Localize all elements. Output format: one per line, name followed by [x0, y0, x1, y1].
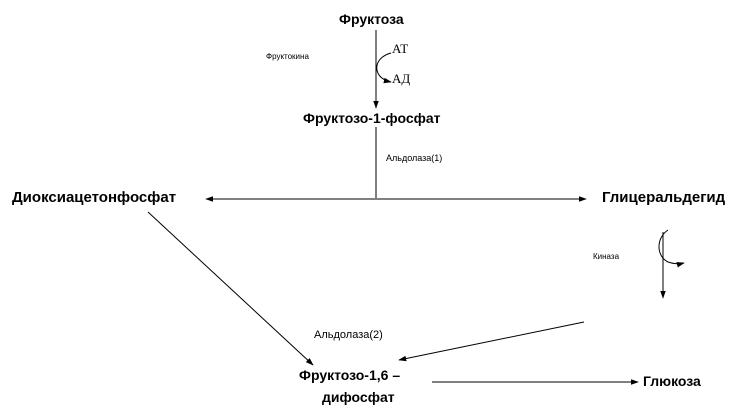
fructose-1-6-bisphosphate-label-line2: дифосфат	[322, 389, 395, 405]
fructose-label: Фруктоза	[339, 11, 404, 27]
atp-label: АТ	[392, 41, 409, 56]
glyceraldehyde-label: Глицеральдегид	[602, 189, 726, 206]
aldolase-2-label: Альдолаза(2)	[314, 329, 383, 341]
glucose-label: Глюкоза	[643, 373, 701, 389]
atp-adp-curve	[377, 53, 391, 82]
adp-label: АД	[392, 71, 411, 86]
arrow-glyceraldehyde-to-f16bp	[399, 322, 584, 360]
arrow-dhap-to-f16bp	[148, 212, 313, 365]
kinase-label: Киназа	[593, 252, 620, 261]
fructokinase-label: Фруктокина	[266, 52, 309, 61]
fructose-1-6-bisphosphate-label-line1: Фруктозо-1,6 –	[299, 367, 401, 383]
fructose-1-phosphate-label: Фруктозо-1-фосфат	[303, 110, 441, 126]
aldolase-1-label: Альдолаза(1)	[386, 153, 443, 163]
dihydroxyacetone-phosphate-label: Диоксиацетонфосфат	[12, 189, 177, 206]
